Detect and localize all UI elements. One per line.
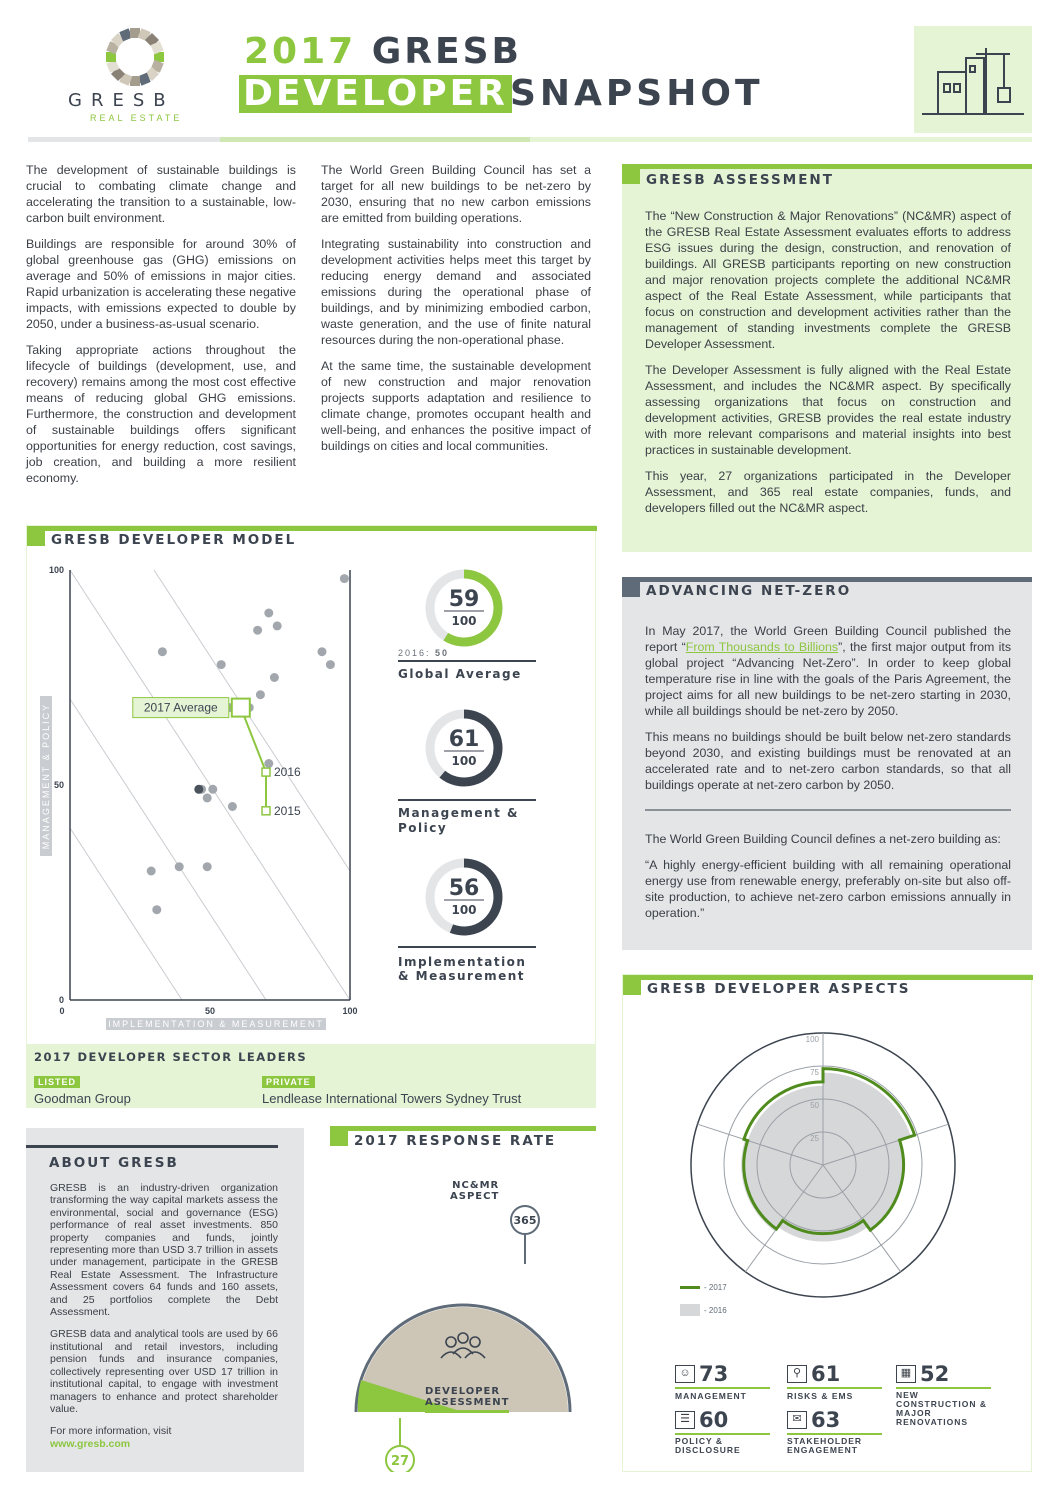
scatter-point xyxy=(147,867,156,876)
assessment-tab xyxy=(622,164,640,184)
x-tick-label: 50 xyxy=(204,1006,216,1016)
aspects-title: GRESB DEVELOPER ASPECTS xyxy=(647,981,911,997)
scatter-point xyxy=(228,802,237,811)
polar-tick-label: 100 xyxy=(805,1035,819,1044)
assessment-p3: This year, 27 organizations participated in the Developer Assessment, and 365 real estate companies, funds, and developers filled out the NC&MR aspect. xyxy=(645,469,1011,515)
developer-value: 27 xyxy=(390,1454,410,1469)
aspect-score-policy: ☰ 60 POLICY & DISCLOSURE xyxy=(675,1408,775,1455)
donut-implementation-label: Implementation & Measurement xyxy=(398,955,527,983)
netzero-title: ADVANCING NET-ZERO xyxy=(646,583,852,599)
legend-2016: - 2016 xyxy=(680,1304,727,1316)
donut-max: 100 xyxy=(451,754,477,768)
scatter-point xyxy=(217,660,226,669)
netzero-tab xyxy=(622,577,640,597)
about-body xyxy=(50,1182,278,1450)
polar-tick-label: 25 xyxy=(810,1134,819,1143)
gresb-logo-mark xyxy=(100,22,170,92)
donut-implementation-chart xyxy=(398,855,538,939)
polar-tick-label: 50 xyxy=(810,1101,819,1110)
scatter-point xyxy=(203,793,212,802)
donut-max: 100 xyxy=(451,614,477,628)
developer-label-rule xyxy=(425,1410,509,1413)
response-gauge xyxy=(330,1196,596,1472)
scatter-point xyxy=(318,647,327,656)
construction-icon: ▦ xyxy=(896,1365,916,1383)
scatter-point xyxy=(208,785,217,794)
logo-sub: REAL ESTATE xyxy=(90,113,183,123)
listed-tag: LISTED xyxy=(34,1076,80,1088)
aspects-legend xyxy=(680,1283,727,1316)
netzero-divider xyxy=(645,809,1011,811)
donut-global-label: Global Average xyxy=(398,667,522,681)
developer-label: DEVELOPER ASSESSMENT xyxy=(425,1386,510,1408)
intro-col-2 xyxy=(321,162,591,464)
aspect-label-stakeholder: STAKEHOLDER ENGAGEMENT xyxy=(787,1436,863,1455)
intro-p6: At the same time, the sustainable development of new construction and major renovation projects supports adaptation and resilience to climate change, promotes occupant health and well-being, and enhances the positive impact of buildings on cities and local communities. xyxy=(321,359,591,453)
model-top-rule xyxy=(27,526,597,531)
x-axis-label: IMPLEMENTATION & MEASUREMENT xyxy=(106,1018,326,1030)
private-tag: PRIVATE xyxy=(262,1076,315,1088)
netzero-p2: This means no buildings should be built below net-zero standards beyond 2030, and existing buildings must be renovated at an accelerated rate and to net-zero carbon standards, so that all buildings operate at net-zero carbon by 2050. xyxy=(645,730,1011,792)
document-icon: ☰ xyxy=(675,1411,695,1429)
aspect-label-policy: POLICY & DISCLOSURE xyxy=(675,1436,741,1455)
assessment-top-rule xyxy=(622,164,1032,169)
aspect-rule xyxy=(675,1433,770,1435)
about-p3: For more information, visit xyxy=(50,1425,172,1438)
gresb-website-link[interactable]: www.gresb.com xyxy=(50,1437,131,1450)
diagonal-reference-line xyxy=(70,828,182,1000)
people-icon: ☺ xyxy=(675,1365,695,1383)
donut-global-prev: 2016: 50 xyxy=(398,648,450,658)
donut-management-label: Management & Policy xyxy=(398,806,519,835)
intro-p1: The development of sustainable buildings is crucial to combating climate change and accelerating the transition to a sustainable, low-carbon built environment. xyxy=(26,163,296,225)
diagonal-reference-line xyxy=(154,570,350,871)
assessment-p1: The “New Construction & Major Renovations” (NC&MR) aspect of the GRESB Real Estate Assessment evaluates efforts to address ESG issues during the design, construction, and renovation of buildings. All GRESB participants reporting on new construction and major renovation projects complete the additional NC&MR aspect of the Real Estate Assessment, while participants that focus on construction and development activities rather than the management of standing investments complete the GRESB Developer Assessment. xyxy=(645,209,1011,351)
intro-col-1 xyxy=(26,162,296,496)
average-2015-marker xyxy=(262,807,270,815)
about-title: ABOUT GRESB xyxy=(49,1155,179,1171)
y-tick-label: 50 xyxy=(53,780,64,790)
scatter-point xyxy=(270,673,279,682)
aspect-label-construction: NEW CONSTRUCTION & MAJOR RENOVATIONS xyxy=(896,1390,987,1427)
response-tab xyxy=(330,1126,348,1146)
about-p2: GRESB data and analytical tools are used by 66 institutional and retail investors, including pension funds and insurance companies, collectively representing over USD 17 trillion in institutional capital, to engage with investment managers to enhance and protect shareholder value. xyxy=(50,1328,278,1415)
report-link[interactable]: From Thousands to Billions xyxy=(685,640,839,654)
private-leader: Lendlease International Towers Sydney Trust xyxy=(262,1091,522,1106)
leaders-private xyxy=(262,1072,521,1106)
aspect-score-management: ☺ 73 MANAGEMENT xyxy=(675,1362,775,1401)
aspect-score-stakeholder: ✉ 63 STAKEHOLDER ENGAGEMENT xyxy=(787,1408,887,1455)
assessment-panel xyxy=(622,164,1032,552)
about-p1: GRESB is an industry-driven organization transforming the way capital markets assess the environmental, social and governance (ESG) performance of real asset investments. 850 property companies and funds, jointly representing more than USD 3.7 trillion in assets under management, participate in the GRESB Real Estate Assessment. The Infrastructure Assessment covers 64 funds and 160 assets, and 25 portfolios complete the Debt Assessment. xyxy=(50,1182,278,1319)
model-tab xyxy=(27,526,45,546)
donut-global xyxy=(398,566,538,681)
scatter-point xyxy=(253,626,262,635)
aspect-rule xyxy=(896,1387,991,1389)
title-developer: DEVELOPER xyxy=(239,75,512,113)
polar-tick-label: 75 xyxy=(810,1068,819,1077)
netzero-p4: “A highly energy-efficient building with all remaining operational energy use from renewable energy, preferably on-site but also off-site production, to achieve net-zero carbon emissions annually in operation.” xyxy=(645,858,1011,920)
aspect-rule xyxy=(787,1433,882,1435)
scatter-point xyxy=(152,905,161,914)
donut-implementation-rule xyxy=(398,946,536,948)
title-snapshot: SNAPSHOT xyxy=(510,73,764,114)
netzero-body xyxy=(645,623,1011,931)
average-2015-label: 2015 xyxy=(274,803,301,818)
aspect-label-risks: RISKS & EMS xyxy=(787,1391,854,1401)
legend-2017: - 2017 xyxy=(680,1283,727,1292)
scatter-point xyxy=(203,862,212,871)
diagonal-reference-line xyxy=(70,570,350,1000)
netzero-panel xyxy=(622,577,1032,950)
y-tick-label: 100 xyxy=(48,565,64,575)
assessment-p2: The Developer Assessment is fully aligned with the Real Estate Assessment, and includes the NC&MR aspect. By specifically assessing organizations that focus on construction and development activities, GRESB provides the real estate industry with more relevant comparisons and material insights into best practices in sustainable development. xyxy=(645,363,1011,457)
donut-value: 61 xyxy=(448,727,480,752)
header-icon-box xyxy=(914,26,1032,133)
developer-model-scatter xyxy=(30,555,360,1035)
netzero-top-rule xyxy=(622,577,1032,582)
intro-p3: Taking appropriate actions throughout the lifecycle of buildings (development, use, and recovery) remains among the most cost effective means of reducing global GHG emissions. Furthermore, the construction and development of sustainable buildings offers significant opportunities for energy reduction, cost savings, job creation, and building a more resilient economy. xyxy=(26,343,296,485)
leaders-panel xyxy=(27,1044,595,1107)
response-title: 2017 RESPONSE RATE xyxy=(354,1133,557,1149)
aspect-label-management: MANAGEMENT xyxy=(675,1391,747,1401)
donut-value: 59 xyxy=(448,587,480,612)
y-tick-label: 0 xyxy=(58,995,64,1005)
logo-word: GRESB xyxy=(68,90,175,111)
about-panel xyxy=(26,1128,304,1472)
average-2016-marker xyxy=(262,768,270,776)
aspect-score-risks: ⚲ 61 RISKS & EMS xyxy=(787,1362,887,1401)
risk-icon: ⚲ xyxy=(787,1365,807,1383)
buildings-crane-icon xyxy=(914,26,1032,133)
x-tick-label: 100 xyxy=(342,1006,358,1016)
donut-global-rule xyxy=(398,660,536,662)
donut-max: 100 xyxy=(451,903,477,917)
aspect-rule xyxy=(787,1387,882,1389)
header-rule-green-2 xyxy=(530,137,1032,142)
scatter-point xyxy=(158,647,167,656)
assessment-title: GRESB ASSESSMENT xyxy=(646,172,834,188)
donut-management xyxy=(398,706,538,835)
response-panel xyxy=(330,1126,596,1472)
y-axis-label: MANAGEMENT & POLICY xyxy=(40,696,52,856)
intro-p2: Buildings are responsible for around 30% of global greenhouse gas (GHG) emissions on average and 50% of emissions in major cities. Rapid urbanization is accelerating these negative impacts, with emissions expected to double by 2050, under a business-as-usual scenario. xyxy=(26,237,297,331)
header-rule-green xyxy=(220,137,530,142)
assessment-body xyxy=(645,208,1011,526)
netzero-p1: In May 2017, the World Green Building Council published the report “From Thousands to Billions”, the first major output from its global project “Advancing Net-Zero”. In order to keep global temperature rise in line with the goals of the Paris Agreement, the project aims for all new buildings to be net-zero starting in 2030, while all buildings should be net-zero by 2050. xyxy=(645,624,1012,718)
diagonal-reference-line xyxy=(70,699,266,1000)
leaders-listed xyxy=(34,1072,131,1106)
header xyxy=(0,0,1058,150)
netzero-p3: The World Green Building Council defines a net-zero building as: xyxy=(645,832,1001,846)
aspect-score-construction: ▦ 52 NEW CONSTRUCTION & MAJOR RENOVATIONS xyxy=(896,1362,1006,1427)
leaders-title: 2017 DEVELOPER SECTOR LEADERS xyxy=(34,1050,308,1064)
donut-value: 56 xyxy=(448,876,480,901)
scatter-point xyxy=(340,574,349,583)
aspect-rule xyxy=(675,1387,770,1389)
model-title: GRESB DEVELOPER MODEL xyxy=(51,532,297,548)
donut-management-rule xyxy=(398,799,536,801)
donut-management-chart xyxy=(398,706,538,790)
scatter-point xyxy=(326,660,335,669)
scatter-point xyxy=(264,759,273,768)
average-2016-label: 2016 xyxy=(274,765,301,780)
chat-icon: ✉ xyxy=(787,1411,807,1429)
aspects-top-rule xyxy=(623,975,1033,980)
donut-global-chart xyxy=(398,566,538,650)
ncmr-value: 365 xyxy=(513,1214,537,1227)
scatter-point xyxy=(175,862,184,871)
about-top-rule xyxy=(26,1145,278,1148)
scatter-point xyxy=(256,690,265,699)
scatter-point xyxy=(264,609,273,618)
title-line-1: 2017 GRESB xyxy=(244,31,522,72)
x-tick-label: 0 xyxy=(59,1006,65,1016)
listed-leader: Goodman Group xyxy=(34,1091,131,1106)
scatter-point xyxy=(273,621,282,630)
aspects-tab xyxy=(623,975,641,995)
average-2017-marker xyxy=(232,699,250,717)
ncmr-label: NC&MR ASPECT xyxy=(450,1180,500,1202)
intro-p5: Integrating sustainability into construction and development activities helps meet this target by reducing energy demand and associated emissions during the operational phase of buildings, and by minimizing embodied carbon, waste generation, and the use of finite natural resources during the non-operational phase. xyxy=(321,237,591,347)
intro-p4: The World Green Building Council has set a target for all new buildings to be net-zero by 2030, ensuring that no new carbon emissions are emitted from building operations. xyxy=(321,163,591,225)
response-top-rule xyxy=(330,1126,596,1131)
scatter-point-highlight xyxy=(194,785,203,794)
average-2017-label: 2017 Average xyxy=(143,700,218,715)
donut-implementation xyxy=(398,855,538,983)
